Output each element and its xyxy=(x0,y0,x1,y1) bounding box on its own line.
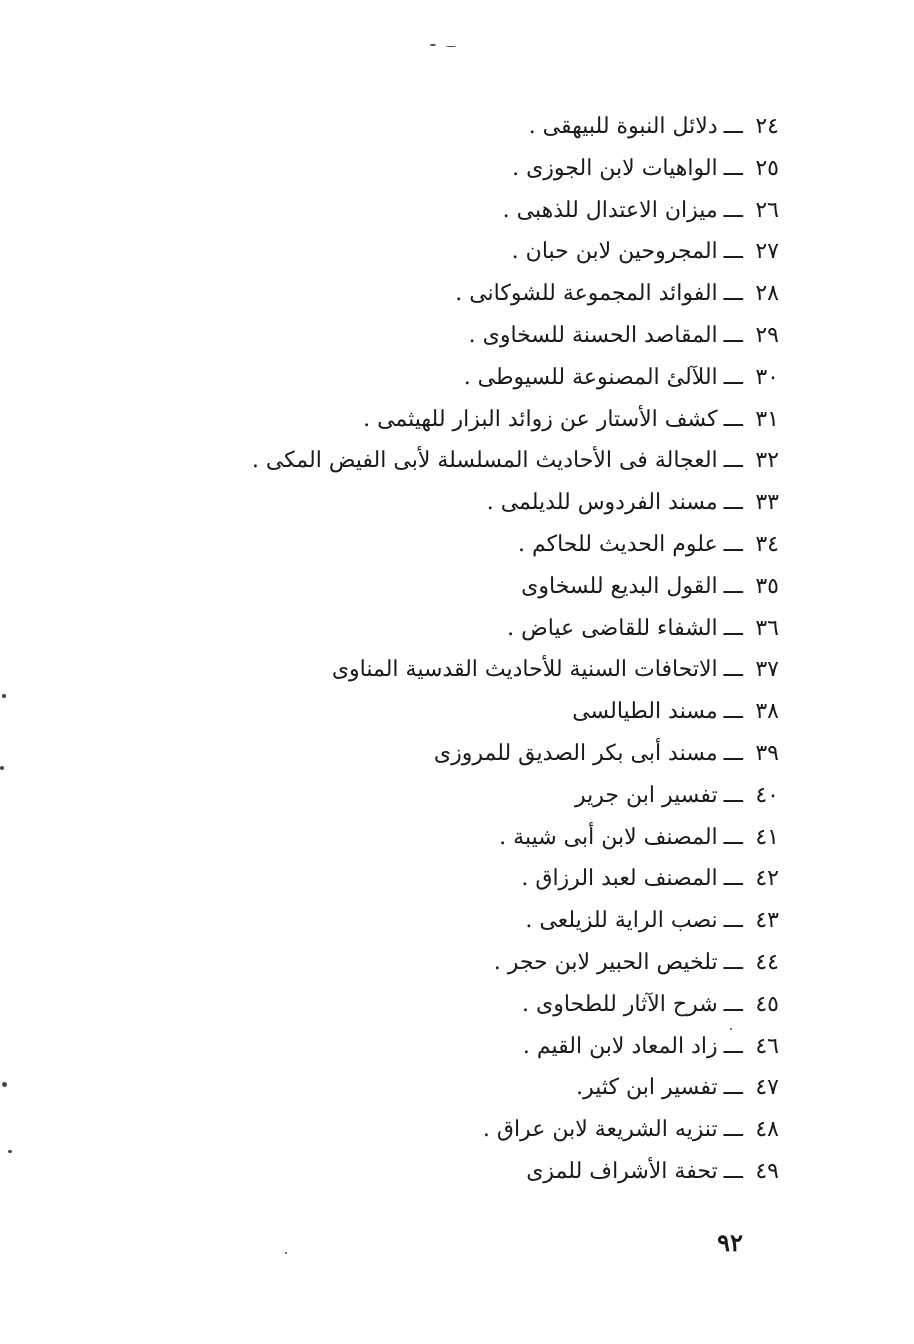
reference-dash: ـــ xyxy=(723,114,743,139)
reference-number: ٣٨ xyxy=(755,699,779,725)
reference-number: ٤٦ xyxy=(755,1033,779,1059)
reference-title: اللآلئ المصنوعة للسيوطى . xyxy=(463,364,718,390)
reference-number: ٤١ xyxy=(755,824,779,850)
reference-title: ميزان الاعتدال للذهبى . xyxy=(502,197,718,223)
reference-title: دلائل النبوة للبيهقى . xyxy=(528,114,718,139)
scan-speck xyxy=(730,1028,732,1030)
reference-title: العجالة فى الأحاديث المسلسلة لأبى الفيض المكى . xyxy=(251,448,718,474)
reference-title: القول البديع للسخاوى xyxy=(521,573,718,599)
reference-title: تلخيص الحبير لابن حجر . xyxy=(493,949,718,975)
reference-item xyxy=(252,399,779,441)
reference-item xyxy=(252,231,779,273)
scan-speck xyxy=(2,1082,7,1087)
reference-item xyxy=(252,315,779,357)
reference-number: ٣٦ xyxy=(755,615,779,641)
reference-number: ٣٤ xyxy=(755,531,779,557)
reference-number: ٣٢ xyxy=(755,448,779,474)
reference-item xyxy=(252,984,779,1026)
reference-title: تحفة الأشراف للمزى xyxy=(526,1158,718,1184)
reference-number: ٤٧ xyxy=(755,1075,779,1101)
reference-item xyxy=(252,190,779,232)
reference-number: ٢٧ xyxy=(755,239,779,265)
reference-number: ٣٥ xyxy=(755,573,779,599)
reference-number: ٤٤ xyxy=(755,949,779,975)
reference-number: ٣١ xyxy=(755,406,779,432)
reference-number: ٢٥ xyxy=(755,155,779,181)
reference-item xyxy=(252,817,779,859)
reference-item xyxy=(252,148,779,190)
reference-item xyxy=(252,482,779,524)
reference-title: المصنف لابن أبى شيبة . xyxy=(499,824,718,850)
reference-title: الفوائد المجموعة للشوكانى . xyxy=(455,281,718,307)
reference-dash: ـــ xyxy=(723,866,743,892)
reference-item xyxy=(252,1151,779,1193)
reference-title: زاد المعاد لابن القيم . xyxy=(522,1033,718,1059)
scan-speck xyxy=(0,766,4,770)
reference-dash: ـــ xyxy=(723,322,743,348)
reference-title: تفسير ابن كثير. xyxy=(576,1075,718,1101)
reference-item xyxy=(252,357,779,399)
reference-item xyxy=(252,733,779,775)
reference-title: مسند الطيالسى xyxy=(572,699,718,725)
scan-speck xyxy=(2,694,6,698)
reference-dash: ـــ xyxy=(723,949,743,975)
page-number: ٩٢ xyxy=(717,1228,743,1257)
reference-title: الشفاء للقاضى عياض . xyxy=(507,615,718,641)
reference-dash: ـــ xyxy=(723,740,743,766)
reference-dash: ـــ xyxy=(723,699,743,725)
reference-title: مسند أبى بكر الصديق للمروزى xyxy=(433,740,718,766)
reference-dash: ـــ xyxy=(723,1075,743,1101)
reference-dash: ـــ xyxy=(723,573,743,599)
reference-dash: ـــ xyxy=(723,155,743,181)
reference-title: مسند الفردوس للديلمى . xyxy=(486,490,718,516)
reference-number: ٣٧ xyxy=(755,657,779,683)
reference-title: المصنف لعبد الرزاق . xyxy=(521,866,718,892)
reference-title: تفسير ابن جرير xyxy=(575,782,718,808)
reference-dash: ـــ xyxy=(723,991,743,1017)
reference-number: ٤٣ xyxy=(755,908,779,934)
reference-dash: ـــ xyxy=(723,490,743,516)
scan-speck xyxy=(8,1150,12,1153)
reference-number: ٤٥ xyxy=(755,991,779,1017)
scan-speck xyxy=(285,1252,287,1254)
reference-number: ٢٦ xyxy=(755,197,779,223)
reference-number: ٢٤ xyxy=(755,114,779,139)
reference-number: ٤٨ xyxy=(755,1117,779,1143)
reference-title: كشف الأستار عن زوائد البزار للهيثمى . xyxy=(363,406,718,432)
reference-dash: ـــ xyxy=(723,364,743,390)
reference-item xyxy=(252,775,779,817)
reference-number: ٤٠ xyxy=(755,782,779,808)
reference-title: شرح الآثار للطحاوى . xyxy=(522,991,718,1017)
reference-dash: ـــ xyxy=(723,657,743,683)
reference-item xyxy=(252,524,779,566)
reference-dash: ـــ xyxy=(723,615,743,641)
reference-item xyxy=(252,608,779,650)
reference-title: نصب الراية للزيلعى . xyxy=(525,908,718,934)
reference-dash: ـــ xyxy=(723,1158,743,1184)
reference-dash: ـــ xyxy=(723,1033,743,1059)
reference-list xyxy=(252,106,779,1193)
reference-item xyxy=(252,1067,779,1109)
reference-number: ٣٣ xyxy=(755,490,779,516)
reference-dash: ـــ xyxy=(723,448,743,474)
reference-dash: ـــ xyxy=(723,1117,743,1143)
reference-item xyxy=(252,106,779,148)
reference-title: تنزيه الشريعة لابن عراق . xyxy=(482,1117,718,1143)
reference-title: علوم الحديث للحاكم . xyxy=(517,531,718,557)
reference-title: المقاصد الحسنة للسخاوى . xyxy=(468,322,718,348)
reference-item xyxy=(252,649,779,691)
reference-dash: ـــ xyxy=(723,531,743,557)
reference-item xyxy=(252,858,779,900)
reference-dash: ـــ xyxy=(723,281,743,307)
reference-number: ٢٩ xyxy=(755,322,779,348)
reference-dash: ـــ xyxy=(723,197,743,223)
reference-dash: ـــ xyxy=(723,908,743,934)
reference-item xyxy=(252,1109,779,1151)
reference-item xyxy=(252,942,779,984)
reference-title: الاتحافات السنية للأحاديث القدسية المناوى xyxy=(331,657,718,683)
scan-speck xyxy=(430,44,436,46)
reference-item xyxy=(252,1026,779,1068)
reference-number: ٢٨ xyxy=(755,281,779,307)
reference-item xyxy=(252,691,779,733)
reference-title: المجروحين لابن حبان . xyxy=(511,239,718,265)
reference-number: ٤٩ xyxy=(755,1158,779,1184)
scan-speck xyxy=(446,46,456,47)
reference-item xyxy=(252,273,779,315)
reference-dash: ـــ xyxy=(723,239,743,265)
reference-number: ٣٩ xyxy=(755,740,779,766)
reference-item xyxy=(252,900,779,942)
reference-item xyxy=(252,440,779,482)
reference-dash: ـــ xyxy=(723,782,743,808)
reference-number: ٤٢ xyxy=(755,866,779,892)
reference-item xyxy=(252,566,779,608)
reference-dash: ـــ xyxy=(723,406,743,432)
reference-title: الواهيات لابن الجوزى . xyxy=(512,155,718,181)
reference-dash: ـــ xyxy=(723,824,743,850)
reference-number: ٣٠ xyxy=(755,364,779,390)
